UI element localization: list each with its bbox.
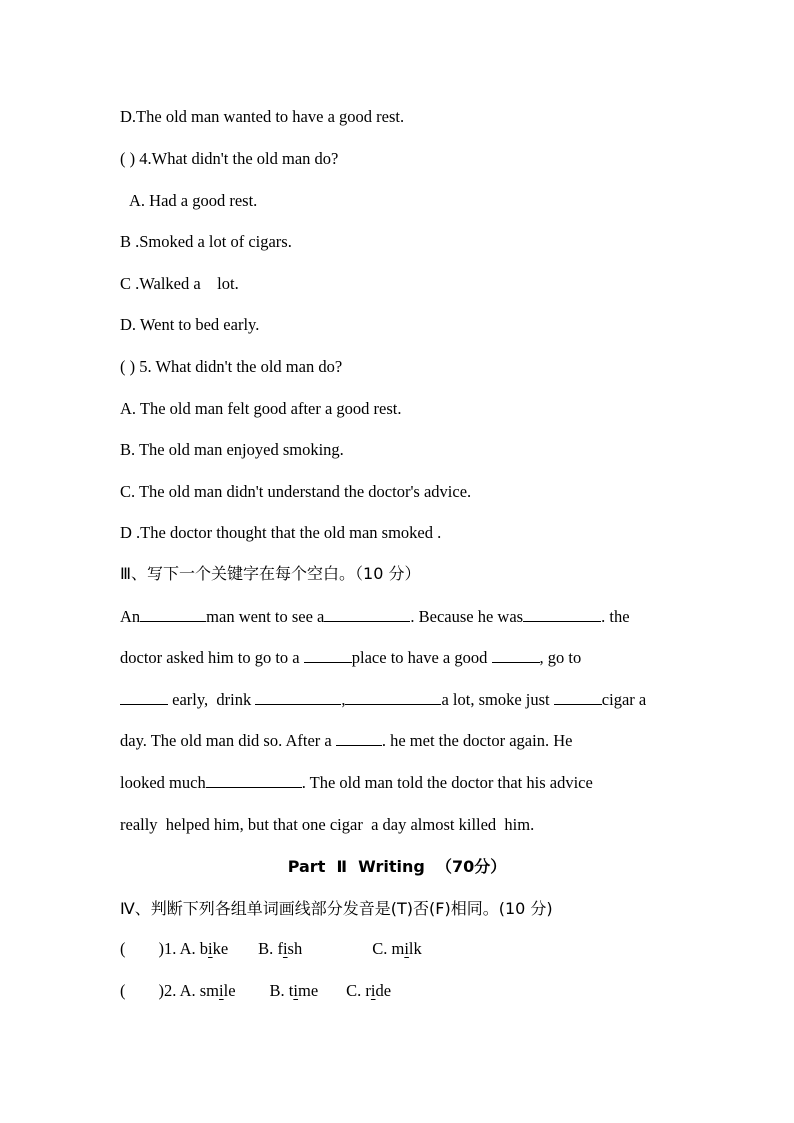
word-c xyxy=(391,939,421,958)
word-part: ke xyxy=(212,939,229,958)
underlined-letter: i xyxy=(293,981,298,1000)
cloze-text: . the xyxy=(601,607,630,626)
question-number: ( )2. A. xyxy=(120,981,200,1000)
q5-stem: ( ) 5. What didn't the old man do? xyxy=(120,357,343,376)
cloze-text: a lot, smoke just xyxy=(441,690,554,709)
word-part: sh xyxy=(287,939,303,958)
q5-option-d: D .The doctor thought that the old man smoked . xyxy=(120,523,442,542)
cloze-blank-7[interactable] xyxy=(255,689,341,705)
cloze-blank-11[interactable] xyxy=(206,772,302,788)
underlined-letter: i xyxy=(404,939,409,958)
cloze-blank-2[interactable] xyxy=(324,606,410,622)
word-part: sm xyxy=(199,981,220,1000)
word-b xyxy=(277,939,302,958)
cloze-text: looked much xyxy=(120,773,206,792)
word-part: me xyxy=(297,981,319,1000)
cloze-blank-3[interactable] xyxy=(523,606,601,622)
cloze-text: early, drink xyxy=(168,690,256,709)
q3-option-d: D.The old man wanted to have a good rest. xyxy=(120,107,405,126)
word-part: r xyxy=(365,981,371,1000)
cloze-text: An xyxy=(120,607,141,626)
underlined-letter: i xyxy=(208,939,213,958)
cloze-text: , xyxy=(341,690,346,709)
cloze-blank-9[interactable] xyxy=(554,689,602,705)
cloze-text: day. The old man did so. After a xyxy=(120,731,336,750)
phonics-question-2 xyxy=(120,980,391,1002)
word-part: m xyxy=(391,939,405,958)
cloze-text: . he met the doctor again. He xyxy=(381,731,573,750)
question-number: ( )1. A. xyxy=(120,939,200,958)
word-part: f xyxy=(277,939,283,958)
underlined-letter: i xyxy=(219,981,224,1000)
option-label: C. xyxy=(372,939,392,958)
word-c xyxy=(365,981,391,1000)
q5-option-b: B. The old man enjoyed smoking. xyxy=(120,440,344,459)
cloze-text: , go to xyxy=(539,648,582,667)
cloze-blank-8[interactable] xyxy=(345,689,441,705)
cloze-line-2 xyxy=(120,647,581,669)
cloze-blank-5[interactable] xyxy=(492,647,540,663)
cloze-blank-4[interactable] xyxy=(304,647,352,663)
cloze-text: man went to see a xyxy=(206,607,325,626)
word-part: b xyxy=(199,939,208,958)
cloze-line-5 xyxy=(120,772,593,794)
cloze-line-4 xyxy=(120,730,572,752)
part-2-title: Part Ⅱ Writing （70分） xyxy=(287,857,507,876)
q4-option-c: C .Walked a lot. xyxy=(120,274,239,293)
option-label: B. xyxy=(269,981,289,1000)
option-label: C. xyxy=(346,981,366,1000)
word-part: lk xyxy=(408,939,422,958)
q4-option-d: D. Went to bed early. xyxy=(120,315,260,334)
word-a xyxy=(200,981,236,1000)
q5-option-a: A. The old man felt good after a good rest. xyxy=(120,399,402,418)
word-part: le xyxy=(223,981,236,1000)
cloze-blank-6[interactable] xyxy=(120,689,168,705)
word-b xyxy=(289,981,318,1000)
cloze-text: . Because he was xyxy=(410,607,524,626)
cloze-line-6: really helped him, but that one cigar a day almost killed him. xyxy=(120,815,535,834)
q4-option-b: B .Smoked a lot of cigars. xyxy=(120,232,292,251)
word-part: t xyxy=(288,981,294,1000)
underlined-letter: i xyxy=(282,939,288,958)
cloze-blank-10[interactable] xyxy=(336,730,382,746)
section-4-heading: Ⅳ、判断下列各组单词画线部分发音是(T)否(F)相同。(10 分) xyxy=(120,899,553,918)
cloze-line-3 xyxy=(120,689,646,711)
cloze-text: place to have a good xyxy=(351,648,492,667)
phonics-question-1 xyxy=(120,938,422,960)
q4-option-a: A. Had a good rest. xyxy=(129,191,258,210)
cloze-line-1 xyxy=(120,606,630,628)
q4-stem: ( ) 4.What didn't the old man do? xyxy=(120,149,339,168)
word-part: de xyxy=(375,981,392,1000)
underlined-letter: i xyxy=(370,981,376,1000)
cloze-blank-1[interactable] xyxy=(140,606,206,622)
cloze-text: . The old man told the doctor that his advice xyxy=(301,773,593,792)
cloze-text: cigar a xyxy=(601,690,647,709)
cloze-text: doctor asked him to go to a xyxy=(120,648,304,667)
word-a xyxy=(200,939,228,958)
option-label: B. xyxy=(258,939,278,958)
section-3-heading: Ⅲ、写下一个关键字在每个空白。（10 分） xyxy=(120,564,421,583)
q5-option-c: C. The old man didn't understand the doctor's advice. xyxy=(120,482,472,501)
